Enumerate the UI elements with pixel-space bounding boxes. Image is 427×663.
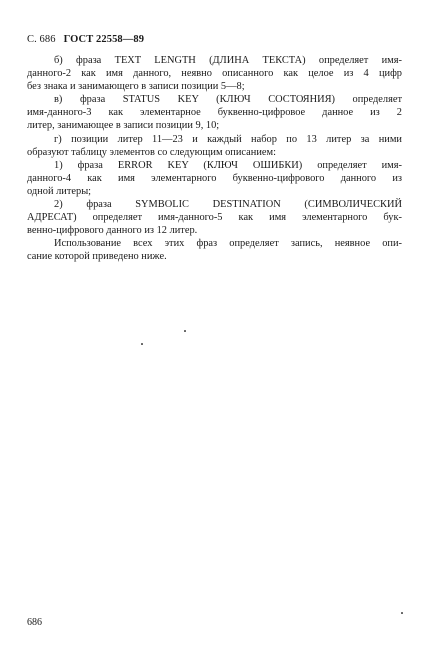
text-line: данного-4 как имя элементарного буквенно-цифрового данного из [27, 172, 402, 184]
scan-speck [184, 330, 186, 332]
page-reference: С. 686 [27, 34, 56, 45]
page-number: 686 [27, 617, 42, 628]
text-line: г) позиции литер 11—23 и каждый набор по 13 литер за ними [54, 133, 402, 145]
text-line: 1) фраза ERROR KEY (КЛЮЧ ОШИБКИ) определяет имя- [54, 159, 402, 171]
text-line: имя-данного-3 как элементарное буквенно-цифровое данное из 2 [27, 107, 402, 119]
text-line: б) фраза TEXT LENGTH (ДЛИНА ТЕКСТА) определяет имя- [54, 55, 402, 66]
text-line: 2) фраза SYMBOLIC DESTINATION (СИМВОЛИЧЕСКИЙ [54, 199, 402, 211]
body-text [27, 54, 402, 264]
text-line: литер, занимающее в записи позиции 9, 10; [27, 120, 220, 132]
text-line: данного-2 как имя данного, неявно описанного как целое из 4 цифр [27, 68, 402, 80]
scan-speck [401, 612, 403, 614]
text-line: одной литеры; [27, 185, 92, 197]
standard-number: ГОСТ 22558—89 [63, 34, 145, 45]
text-line: Использование всех этих фраз определяет запись, неявное опи- [54, 238, 402, 250]
scan-speck [141, 343, 143, 345]
text-line: без знака и занимающего в записи позиции 5—8; [27, 81, 245, 93]
text-line: сание которой приведено ниже. [27, 251, 167, 263]
text-line: АДРЕСАТ) определяет имя-данного-5 как имя элементарного бук- [27, 212, 402, 224]
text-line: венно-цифрового данного из 12 литер. [27, 225, 198, 237]
text-line: в) фраза STATUS KEY (КЛЮЧ СОСТОЯНИЯ) определяет [54, 94, 402, 106]
page-header [27, 34, 144, 45]
text-line: образуют таблицу элементов со следующим описанием: [27, 146, 276, 158]
